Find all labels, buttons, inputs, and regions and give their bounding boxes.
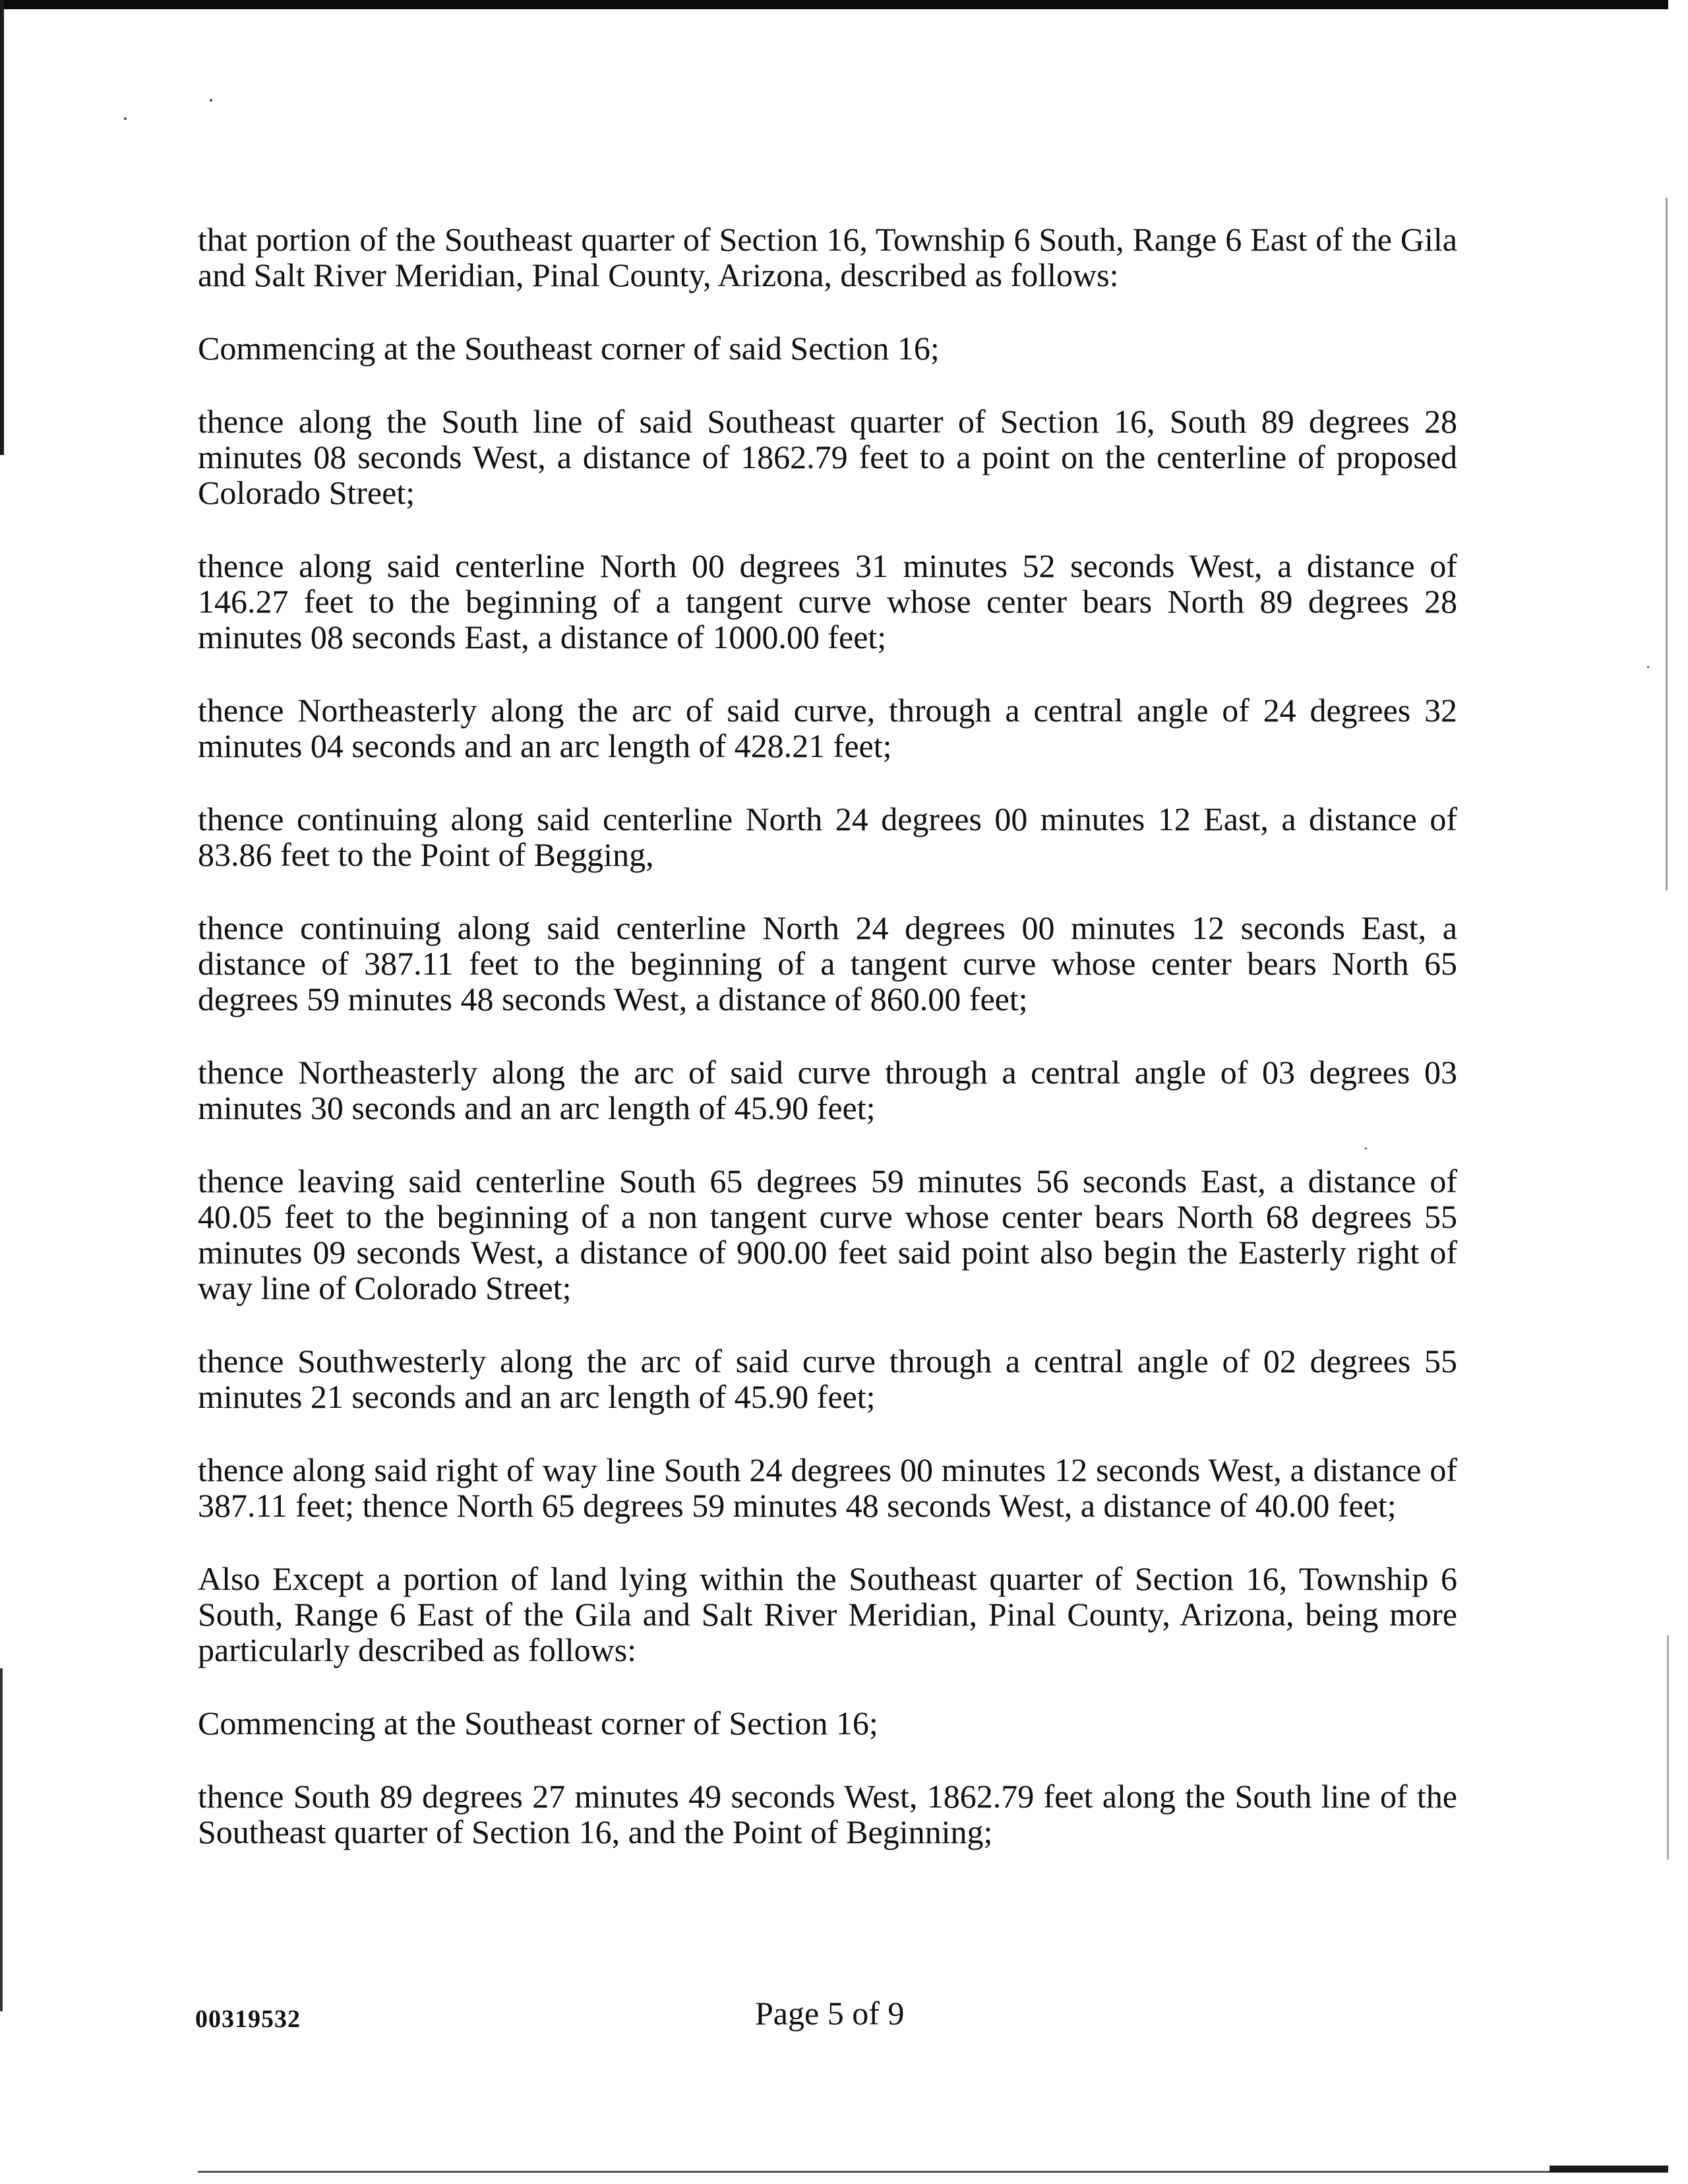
paragraph-arc-northeasterly: thence Northeasterly along the arc of said curve, through a central angle of 24 degrees 32 minutes 04 seconds and an arc length of 428.21 feet; [198,692,1457,764]
paragraph-intro: that portion of the Southeast quarter of Section 16, Township 6 South, Range 6 East of the Gila and Salt River Meridian, Pinal County, Arizona, described as follows: [198,221,1457,293]
paragraph-leaving-centerline: thence leaving said centerline South 65 degrees 59 minutes 56 seconds East, a distance of 40.05 feet to the beginning of a non tangent curve whose center bears North 68 degrees 55 minutes 09 seconds West, a distance of 900.00 feet said point also begin the Easterly right of way line of Colorado Street; [198,1163,1457,1306]
scan-border-top [0,0,1668,9]
paragraph-arc-central-angle: thence Northeasterly along the arc of said curve through a central angle of 03 degrees 03 minutes 30 seconds and an arc length of 45.90 feet; [198,1054,1457,1126]
paragraph-final: thence South 89 degrees 27 minutes 49 seconds West, 1862.79 feet along the South line of the Southeast quarter of Section 16, and the Point of Beginning; [198,1778,1457,1850]
paragraph-commencing: Commencing at the Southeast corner of said Section 16; [198,330,940,367]
scan-border-right [1666,198,1668,890]
paragraph-south-line: thence along the South line of said Southeast quarter of Section 16, South 89 degrees 28 minutes 08 seconds West, a distance of 1862.79 feet to a point on the centerline of proposed Colorado Street; [198,403,1457,511]
paragraph-centerline-north: thence along said centerline North 00 degrees 31 minutes 52 seconds West, a distance of 146.27 feet to the beginning of a tangent curve whose center bears North 89 degrees 28 minutes 08 seconds East, a distance of 1000.00 feet; [198,547,1457,655]
legal-description [198,222,1457,1887]
page-number: Page 5 of 9 [755,1995,905,2032]
paragraph-arc-southwesterly: thence Southwesterly along the arc of said curve through a central angle of 02 degrees 55 minutes 21 seconds and an arc length of 45.90 feet; [198,1343,1457,1415]
scan-border-bottom [198,2171,1668,2173]
paragraph-also-except: Also Except a portion of land lying within the Southeast quarter of Section 16, Township 6 South, Range 6 East of the Gila and Salt River Meridian, Pinal County, Arizona, being more particularly described as follows: [198,1560,1457,1668]
scan-speck [1647,666,1649,668]
paragraph-right-of-way: thence along said right of way line South 24 degrees 00 minutes 12 seconds West, a distance of 387.11 feet; thence North 65 degrees 59 minutes 48 seconds West, a distance of 40.00 feet; [198,1451,1457,1524]
scan-border-left [0,0,4,455]
scan-border-bottom-corner [1550,2166,1668,2172]
document-id: 00319532 [195,2005,301,2033]
paragraph-point-of-beginning: thence continuing along said centerline North 24 degrees 00 minutes 12 East, a distance of 83.86 feet to the Point of Begging, [198,801,1457,873]
scan-border-right-lower [1667,1635,1669,1860]
scan-border-left-lower [0,1668,3,2011]
scan-speck [210,99,212,102]
paragraph-commencing-second: Commencing at the Southeast corner of Section 16; [198,1705,878,1742]
paragraph-tangent-curve: thence continuing along said centerline North 24 degrees 00 minutes 12 seconds East, a distance of 387.11 feet to the beginning of a tangent curve whose center bears North 65 degrees 59 minutes 48 seconds West, a distance of 860.00 feet; [198,909,1457,1017]
scan-speck [124,117,127,120]
